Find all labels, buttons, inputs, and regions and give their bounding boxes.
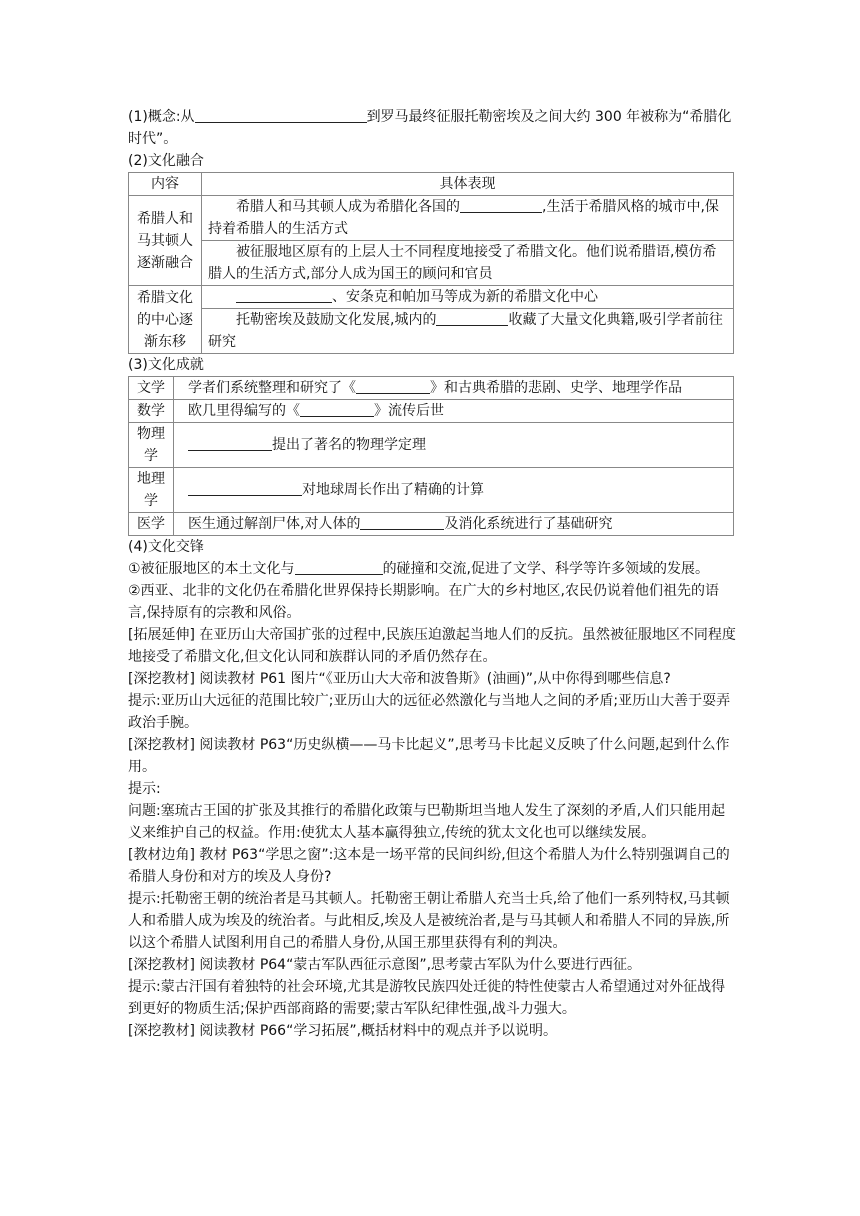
table-cell: 希腊人和马其顿人成为希腊化各国的 ,生活于希腊风格的城市中,保持着希腊人的生活方式 [202, 196, 734, 241]
row-label: 医学 [129, 513, 174, 536]
column-header-detail: 具体表现 [202, 173, 734, 196]
extension-paragraph: [拓展延伸] 在亚历山大帝国扩张的过程中,民族压迫激起当地人们的反抗。虽然被征服地区不同程度地接受了希腊文化,但文化认同和族群认同的矛盾仍然存在。 [128, 627, 736, 665]
concept-paragraph [128, 106, 736, 150]
answer-blank[interactable] [460, 198, 542, 213]
hint-paragraph: 问题:塞琉古王国的扩张及其推行的希腊化政策与巴勒斯坦当地人发生了深刻的矛盾,人们只能用起义来维护自己的权益。作用:使犹太人基本赢得独立,传统的犹太文化也可以继续发展。 [128, 803, 726, 841]
answer-blank[interactable] [188, 436, 272, 451]
clash-heading: (4)文化交锋 [128, 539, 204, 555]
clash-point-1: ①被征服地区的本土文化与 的碰撞和交流,促进了文学、科学等许多领域的发展。 [128, 561, 710, 577]
row-label: 文学 [129, 377, 174, 400]
table-cell: 学者们系统整理和研究了《 》和古典希腊的悲剧、史学、地理学作品 [174, 377, 734, 400]
table-cell: 提出了著名的物理学定理 [174, 423, 734, 468]
table-cell: 、安条克和帕加马等成为新的希腊文化中心 [202, 286, 734, 309]
table-cell: 托勒密埃及鼓励文化发展,城内的 收藏了大量文化典籍,吸引学者前往研究 [202, 309, 734, 354]
answer-blank[interactable] [295, 560, 383, 575]
hint-paragraph: 提示:蒙古汗国有着独特的社会环境,尤其是游牧民族四处迁徙的特性使蒙古人希望通过对外征战得到更好的物质生活;保护西部商路的需要;蒙古军队纪律性强,战斗力强大。 [128, 979, 726, 1017]
table-row [129, 241, 734, 286]
table-row [129, 400, 734, 423]
table-row [129, 423, 734, 468]
fusion-table [128, 172, 734, 354]
table-row [129, 513, 734, 536]
row-label: 数学 [129, 400, 174, 423]
concept-blank[interactable] [195, 108, 367, 123]
table-row [129, 468, 734, 513]
achievement-table [128, 376, 734, 536]
table-row [129, 377, 734, 400]
textbook-question: [深挖教材] 阅读教材 P61 图片“《亚历山大大帝和波鲁斯》(油画)”,从中你得到哪些信息? [128, 671, 671, 687]
table-cell: 欧几里得编写的《 》流传后世 [174, 400, 734, 423]
answer-blank[interactable] [300, 402, 374, 417]
textbook-question: [教材边角] 教材 P63“学思之窗”:这本是一场平常的民间纠纷,但这个希腊人为什么特别强调自己的希腊人身份和对方的埃及人身份? [128, 847, 730, 885]
table-row [129, 286, 734, 309]
textbook-question: [深挖教材] 阅读教材 P66“学习拓展”,概括材料中的观点并予以说明。 [128, 1023, 558, 1039]
document-page [128, 106, 736, 1042]
row-label-center-shift: 希腊文化的中心逐渐东移 [129, 286, 202, 354]
table-row [129, 173, 734, 196]
table-cell: 被征服地区原有的上层人士不同程度地接受了希腊文化。他们说希腊语,模仿希腊人的生活方式,部分人成为国王的顾问和官员 [202, 241, 734, 286]
row-label: 物理学 [129, 423, 174, 468]
column-header-content: 内容 [129, 173, 202, 196]
answer-blank[interactable] [356, 379, 430, 394]
answer-blank[interactable] [360, 515, 444, 530]
textbook-question: [深挖教材] 阅读教材 P63“历史纵横——马卡比起义”,思考马卡比起义反映了什么问题,起到什么作用。 [128, 737, 730, 775]
clash-point-2: ②西亚、北非的文化仍在希腊化世界保持长期影响。在广大的乡村地区,农民仍说着他们祖先的语言,保持原有的宗教和风俗。 [128, 583, 719, 621]
table-cell: 医生通过解剖尸体,对人体的 及消化系统进行了基础研究 [174, 513, 734, 536]
hint-paragraph: 提示:亚历山大远征的范围比较广;亚历山大的远征必然激化与当地人之间的矛盾;亚历山大善于耍弄政治手腕。 [128, 693, 731, 731]
table-row [129, 196, 734, 241]
concept-text: 到罗马最终征服托勒密埃及之间大约 300 年被称为“希腊化时代”。 [128, 109, 732, 147]
row-label-fusion: 希腊人和马其顿人逐渐融合 [129, 196, 202, 286]
fusion-heading: (2)文化融合 [128, 153, 204, 169]
hint-label: 提示: [128, 781, 161, 797]
hint-paragraph: 提示:托勒密王朝的统治者是马其顿人。托勒密王朝让希腊人充当士兵,给了他们一系列特权,马其顿人和希腊人成为埃及的统治者。与此相反,埃及人是被统治者,是与马其顿人和希腊人不同的异族,所以这个希腊人试图利用自己的希腊人身份,从国王那里获得有利的判决。 [128, 891, 730, 951]
table-row [129, 309, 734, 354]
answer-blank[interactable] [236, 288, 332, 303]
concept-label: (1)概念:从 [128, 109, 195, 125]
textbook-question: [深挖教材] 阅读教材 P64“蒙古军队西征示意图”,思考蒙古军队为什么要进行西征。 [128, 957, 642, 973]
answer-blank[interactable] [436, 311, 508, 326]
row-label: 地理学 [129, 468, 174, 513]
achievement-heading: (3)文化成就 [128, 357, 204, 373]
table-cell: 对地球周长作出了精确的计算 [174, 468, 734, 513]
answer-blank[interactable] [188, 481, 302, 496]
